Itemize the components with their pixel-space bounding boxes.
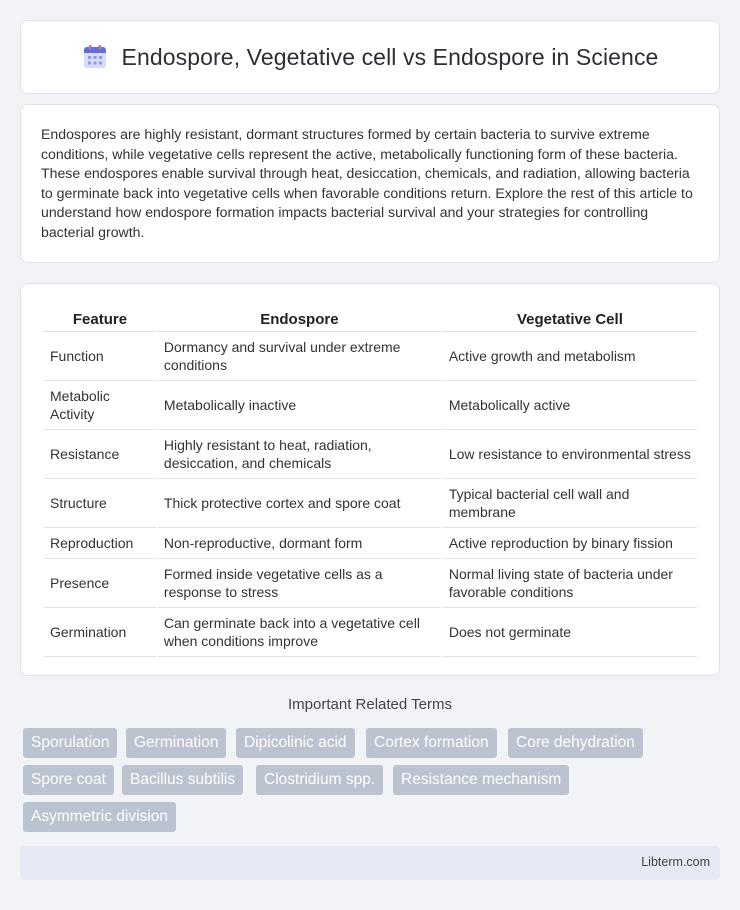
intro-paragraph: Endospores are highly resistant, dormant structures formed by certain bacteria to survive extreme conditions, while vegetative cells represent the active, metabolically functioning form of these bacteria. These endospores enable survival through heat, desiccation, chemicals, and radiation, allowing bacteria to germinate back into vegetative cells when favorable conditions return. Explore the rest of this article to understand how endospore formation impacts bacterial survival and your strategies for controlling bacterial growth. — [41, 126, 693, 240]
table-cell-vegetative: Metabolically active — [443, 381, 697, 430]
column-header-vegetative-cell: Vegetative Cell — [443, 304, 697, 332]
page-title: Endospore, Vegetative cell vs Endospore in Science — [121, 43, 659, 70]
table-cell-feature: Metabolic Activity — [44, 381, 156, 430]
table-cell-vegetative: Active reproduction by binary fission — [443, 528, 697, 559]
table-cell-feature: Presence — [44, 559, 156, 608]
table-cell-vegetative: Active growth and metabolism — [443, 332, 697, 381]
table-cell-feature: Reproduction — [44, 528, 156, 559]
intro-card — [20, 104, 720, 263]
table-cell-feature: Function — [44, 332, 156, 381]
tag-sporulation[interactable]: Sporulation — [23, 728, 117, 758]
table-cell-endospore: Thick protective cortex and spore coat — [158, 479, 441, 528]
table-row — [44, 559, 697, 608]
table-header-row — [44, 304, 697, 332]
table-row — [44, 332, 697, 381]
table-cell-feature: Resistance — [44, 430, 156, 479]
table-row — [44, 430, 697, 479]
tag-germination[interactable]: Germination — [126, 728, 226, 758]
table-cell-endospore: Highly resistant to heat, radiation, desiccation, and chemicals — [158, 430, 441, 479]
tag-bacillus-subtilis[interactable]: Bacillus subtilis — [122, 765, 243, 795]
tag-asymmetric-division[interactable]: Asymmetric division — [23, 802, 176, 832]
column-header-feature: Feature — [44, 304, 156, 332]
table-row — [44, 608, 697, 657]
table-cell-vegetative: Low resistance to environmental stress — [443, 430, 697, 479]
calendar-icon — [82, 44, 108, 70]
tag-resistance-mechanism[interactable]: Resistance mechanism — [393, 765, 569, 795]
table-row — [44, 479, 697, 528]
footer-brand[interactable]: Libterm.com — [641, 855, 710, 869]
table-cell-vegetative: Normal living state of bacteria under favorable conditions — [443, 559, 697, 608]
table-row — [44, 381, 697, 430]
comparison-table — [42, 304, 699, 657]
table-cell-feature: Structure — [44, 479, 156, 528]
tag-clostridium-spp[interactable]: Clostridium spp. — [256, 765, 383, 795]
table-cell-vegetative: Typical bacterial cell wall and membrane — [443, 479, 697, 528]
table-cell-endospore: Non-reproductive, dormant form — [158, 528, 441, 559]
header-card — [20, 20, 720, 94]
tag-cortex-formation[interactable]: Cortex formation — [366, 728, 497, 758]
comparison-table-card — [20, 283, 720, 676]
table-row — [44, 528, 697, 559]
footer — [20, 846, 720, 880]
tag-core-dehydration[interactable]: Core dehydration — [508, 728, 643, 758]
tag-spore-coat[interactable]: Spore coat — [23, 765, 114, 795]
table-cell-endospore: Can germinate back into a vegetative cell when conditions improve — [158, 608, 441, 657]
table-cell-endospore: Formed inside vegetative cells as a response to stress — [158, 559, 441, 608]
related-terms-heading: Important Related Terms — [288, 696, 452, 713]
table-cell-endospore: Dormancy and survival under extreme conditions — [158, 332, 441, 381]
table-cell-feature: Germination — [44, 608, 156, 657]
tag-dipicolinic-acid[interactable]: Dipicolinic acid — [236, 728, 355, 758]
column-header-endospore: Endospore — [158, 304, 441, 332]
table-cell-endospore: Metabolically inactive — [158, 381, 441, 430]
table-cell-vegetative: Does not germinate — [443, 608, 697, 657]
